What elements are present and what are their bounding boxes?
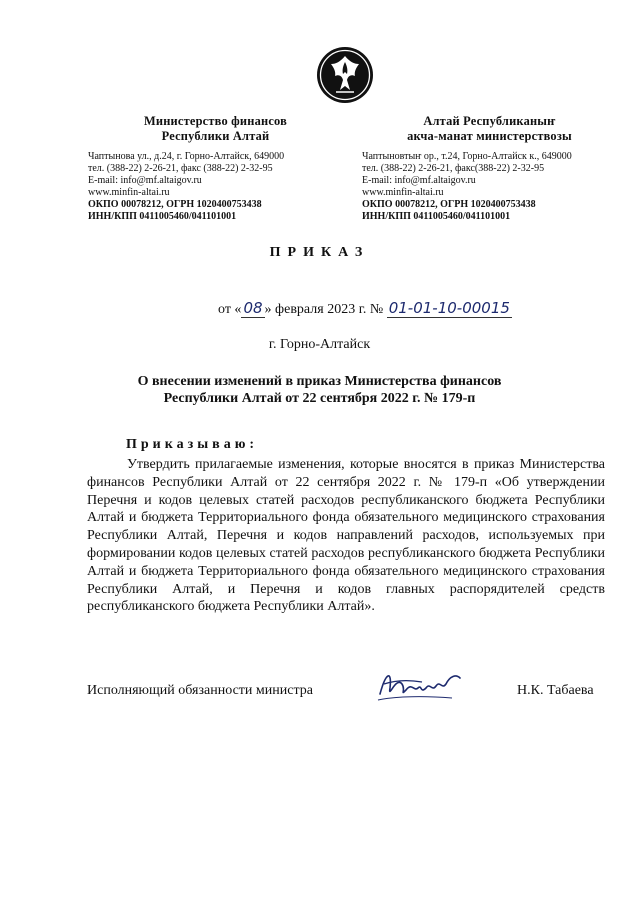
handwritten-signature bbox=[376, 666, 464, 706]
document-title: ПРИКАЗ bbox=[269, 245, 370, 260]
order-body bbox=[87, 456, 605, 616]
date-middle: » февраля 2023 г. № bbox=[264, 302, 384, 317]
okpo-line: ОКПО 00078212, ОГРН 1020400753438 bbox=[362, 199, 536, 210]
inn-line: ИНН/КПП 0411005460/041101001 bbox=[362, 211, 511, 222]
order-directive-word: Приказываю: bbox=[126, 437, 259, 452]
email-line: E-mail: info@mf.altaigov.ru bbox=[88, 175, 202, 186]
date-number-line bbox=[218, 299, 512, 318]
inn-line: ИНН/КПП 0411005460/041101001 bbox=[88, 211, 237, 222]
coat-of-arms-emblem bbox=[316, 46, 374, 104]
date-day-handwritten: 08 bbox=[243, 299, 263, 317]
subject-line1: О внесении изменений в приказ Министерства финансов bbox=[137, 374, 502, 389]
ministry-name-line1: Министерство финансов bbox=[143, 114, 288, 128]
web-line: www.minfin-altai.ru bbox=[362, 187, 444, 198]
body-paragraph: Утвердить прилагаемые изменения, которые вносятся в приказ Министерства финансов Республики Алтай от 22 сентября 2022 г. № 179-п «Об утверждении Перечня и кодов целевых статей расходов республиканского бюджета Республики Алтай и бюджета Территориального фонда обязательного медицинского страхования Республики Алтай, Перечня и кодов направлений расходов, используемых при формировании кодов целевых статей расходов республиканского бюджета Республики Алтай и бюджета Территориального фонда обязательного медицинского страхования Республики Алтай, и Перечня и кодов главных распорядителей средств республиканского бюджета Республики Алтай». bbox=[87, 457, 605, 615]
phone-line: тел. (388-22) 2-26-21, факс(388-22) 2-32-95 bbox=[362, 163, 545, 174]
order-subject bbox=[0, 373, 639, 407]
ministry-name-line2: Республики Алтай bbox=[161, 129, 270, 143]
email-line: E-mail: info@mf.altaigov.ru bbox=[362, 175, 476, 186]
date-prefix: от « bbox=[218, 302, 242, 317]
order-number-handwritten: 01-01-10-00015 bbox=[388, 299, 510, 317]
city-line: г. Горно-Алтайск bbox=[268, 337, 371, 352]
okpo-line: ОКПО 00078212, ОГРН 1020400753438 bbox=[88, 199, 262, 210]
signatory-role: Исполняющий обязанности министра bbox=[87, 683, 313, 698]
address-line: Чаптыновтыҥ ор., т.24, Горно-Алтайск к., 649000 bbox=[362, 151, 572, 162]
right-letterhead bbox=[362, 114, 617, 223]
address-line: Чаптынова ул., д.24, г. Горно-Алтайск, 649000 bbox=[88, 151, 285, 162]
web-line: www.minfin-altai.ru bbox=[88, 187, 170, 198]
ministry-name-altai-line2: акча-манат министерствозы bbox=[407, 129, 572, 143]
phone-line: тел. (388-22) 2-26-21, факс (388-22) 2-32-95 bbox=[88, 163, 273, 174]
left-letterhead bbox=[88, 114, 343, 223]
signatory-name: Н.К. Табаева bbox=[517, 683, 594, 698]
subject-line2: Республики Алтай от 22 сентября 2022 г. № 179-п bbox=[163, 391, 476, 406]
ministry-name-altai-line1: Алтай Республиканыҥ bbox=[423, 114, 556, 128]
